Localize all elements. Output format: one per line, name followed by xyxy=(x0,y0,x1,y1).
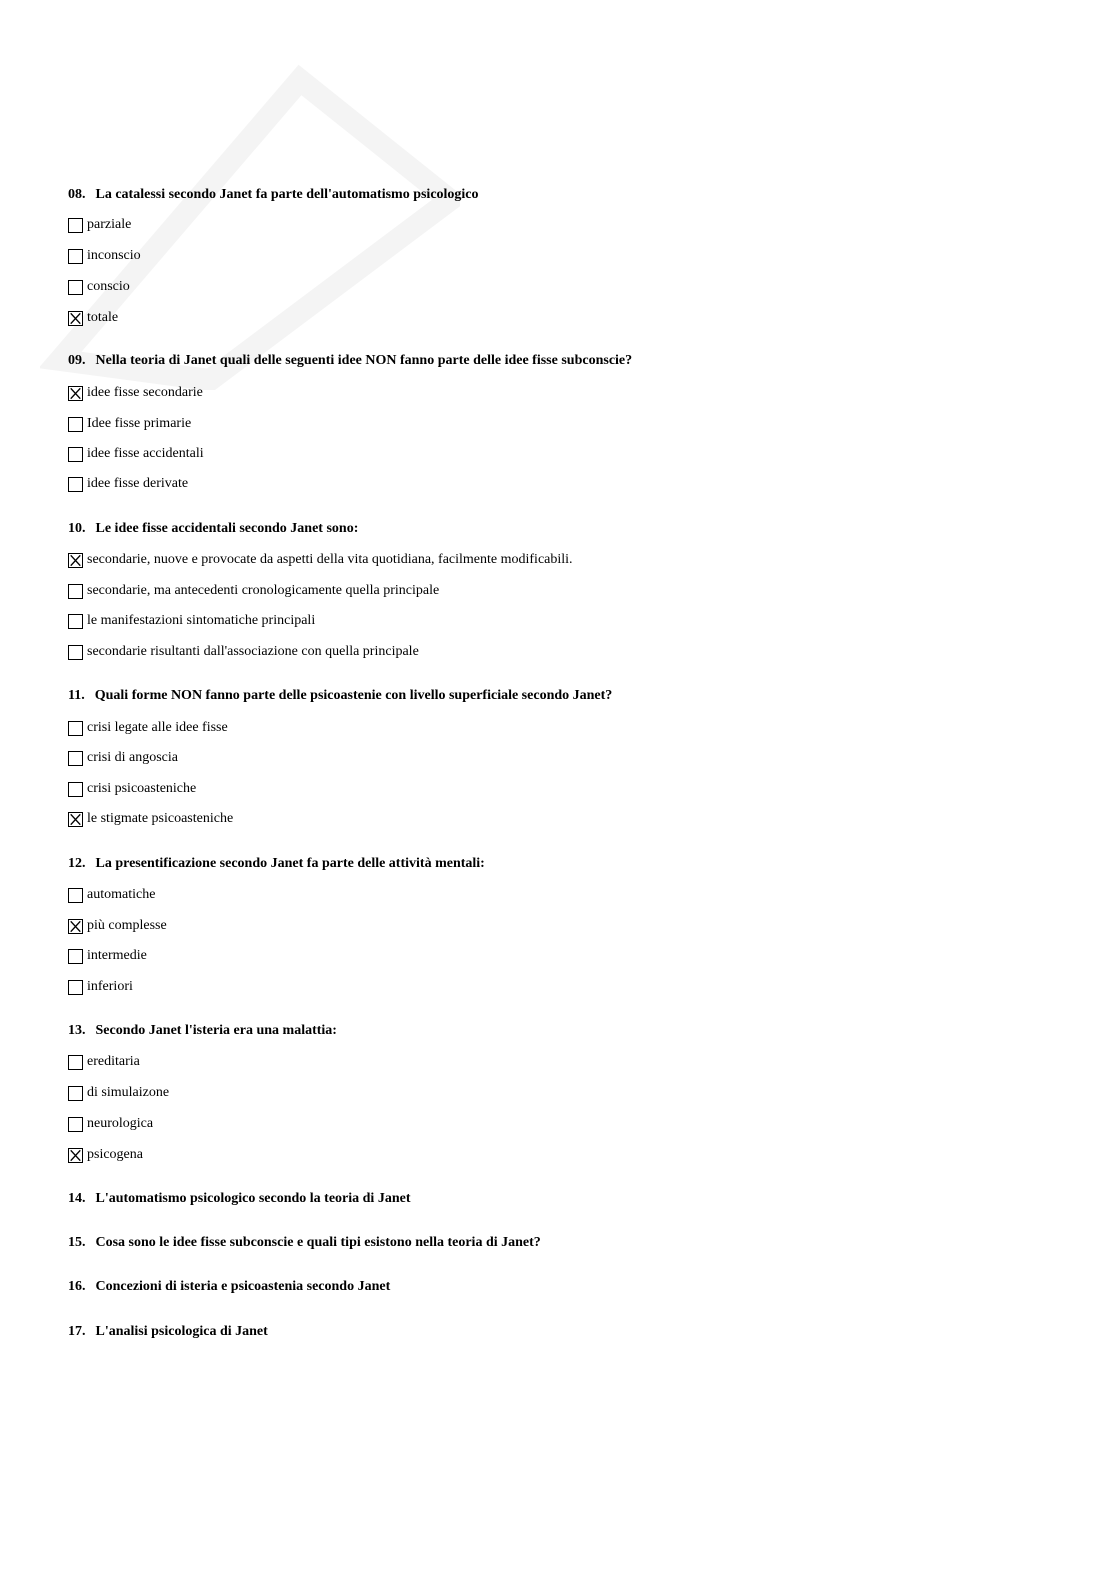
question-number: 08. xyxy=(68,187,86,202)
checkbox[interactable] xyxy=(68,888,83,903)
checkbox[interactable] xyxy=(68,949,83,964)
answer-option[interactable] xyxy=(68,475,188,493)
option-label: inferiori xyxy=(87,979,133,994)
question-text: Cosa sono le idee fisse subconscie e quali tipi esistono nella teoria di Janet? xyxy=(95,1235,541,1250)
question-number: 11. xyxy=(68,688,85,703)
checkbox[interactable] xyxy=(68,417,83,432)
question-title xyxy=(68,688,612,704)
question-title xyxy=(68,1279,390,1295)
question-number: 10. xyxy=(68,521,86,536)
question-text: La presentificazione secondo Janet fa parte delle attività mentali: xyxy=(95,856,485,871)
answer-option[interactable] xyxy=(68,582,439,600)
question-text: Le idee fisse accidentali secondo Janet sono: xyxy=(95,521,359,536)
answer-option[interactable] xyxy=(68,749,178,767)
x-mark-icon xyxy=(69,920,82,933)
question-number: 09. xyxy=(68,353,86,368)
option-label: crisi di angoscia xyxy=(87,750,178,765)
question-number: 15. xyxy=(68,1235,86,1250)
question-title xyxy=(68,521,358,537)
option-label: le manifestazioni sintomatiche principali xyxy=(87,613,316,628)
checked-checkbox[interactable] xyxy=(68,386,83,401)
checked-checkbox[interactable] xyxy=(68,919,83,934)
question-text: Quali forme NON fanno parte delle psicoastenie con livello superficiale secondo Janet? xyxy=(94,688,613,703)
question-title xyxy=(68,1191,411,1207)
answer-option[interactable] xyxy=(68,780,196,798)
question-title xyxy=(68,353,632,369)
question-title xyxy=(68,1324,268,1340)
option-label: intermedie xyxy=(87,948,147,963)
option-label: conscio xyxy=(87,279,130,294)
x-mark-icon xyxy=(69,312,82,325)
option-label: psicogena xyxy=(87,1147,143,1162)
question-number: 16. xyxy=(68,1279,86,1294)
option-label: idee fisse derivate xyxy=(87,476,189,491)
question-text: Secondo Janet l'isteria era una malattia: xyxy=(95,1023,337,1038)
answer-option[interactable] xyxy=(68,384,203,402)
option-label: neurologica xyxy=(87,1116,154,1131)
question-text: Concezioni di isteria e psicoastenia secondo Janet xyxy=(95,1279,391,1294)
checkbox[interactable] xyxy=(68,280,83,295)
question-number: 13. xyxy=(68,1023,86,1038)
checkbox[interactable] xyxy=(68,584,83,599)
option-label: secondarie risultanti dall'associazione con quella principale xyxy=(87,644,419,659)
answer-option[interactable] xyxy=(68,719,228,737)
answer-option[interactable] xyxy=(68,612,315,630)
question-number: 14. xyxy=(68,1191,86,1206)
checkbox[interactable] xyxy=(68,1055,83,1070)
answer-option[interactable] xyxy=(68,886,155,904)
answer-option[interactable] xyxy=(68,1115,153,1133)
question-title xyxy=(68,1235,541,1251)
checkbox[interactable] xyxy=(68,447,83,462)
option-label: automatiche xyxy=(87,887,156,902)
option-label: idee fisse secondarie xyxy=(87,385,203,400)
question-title xyxy=(68,187,479,203)
checkbox[interactable] xyxy=(68,218,83,233)
checked-checkbox[interactable] xyxy=(68,812,83,827)
option-label: le stigmate psicoasteniche xyxy=(87,811,234,826)
answer-option[interactable] xyxy=(68,643,419,661)
answer-option[interactable] xyxy=(68,216,131,234)
answer-option[interactable] xyxy=(68,551,573,569)
option-label: totale xyxy=(87,310,119,325)
option-label: più complesse xyxy=(87,918,167,933)
x-mark-icon xyxy=(69,1149,82,1162)
checkbox[interactable] xyxy=(68,249,83,264)
option-label: parziale xyxy=(87,217,132,232)
question-text: Nella teoria di Janet quali delle seguenti idee NON fanno parte delle idee fisse subconscie? xyxy=(95,353,633,368)
checkbox[interactable] xyxy=(68,751,83,766)
x-mark-icon xyxy=(69,554,82,567)
option-label: secondarie, nuove e provocate da aspetti della vita quotidiana, facilmente modificabili. xyxy=(87,552,573,567)
checkbox[interactable] xyxy=(68,477,83,492)
answer-option[interactable] xyxy=(68,1053,140,1071)
question-number: 12. xyxy=(68,856,86,871)
checkbox[interactable] xyxy=(68,782,83,797)
question-title xyxy=(68,1023,337,1039)
question-text: L'analisi psicologica di Janet xyxy=(95,1324,268,1339)
answer-option[interactable] xyxy=(68,415,191,433)
question-text: L'automatismo psicologico secondo la teoria di Janet xyxy=(95,1191,411,1206)
answer-option[interactable] xyxy=(68,445,204,463)
answer-option[interactable] xyxy=(68,247,141,265)
answer-option[interactable] xyxy=(68,917,167,935)
option-label: crisi psicoasteniche xyxy=(87,781,197,796)
question-title xyxy=(68,856,485,872)
answer-option[interactable] xyxy=(68,810,233,828)
checkbox[interactable] xyxy=(68,1086,83,1101)
checkbox[interactable] xyxy=(68,721,83,736)
checkbox[interactable] xyxy=(68,1117,83,1132)
option-label: di simulaizone xyxy=(87,1085,170,1100)
option-label: crisi legate alle idee fisse xyxy=(87,720,228,735)
x-mark-icon xyxy=(69,813,82,826)
answer-option[interactable] xyxy=(68,978,133,996)
checkbox[interactable] xyxy=(68,614,83,629)
option-label: idee fisse accidentali xyxy=(87,446,204,461)
question-number: 17. xyxy=(68,1324,86,1339)
checked-checkbox[interactable] xyxy=(68,1148,83,1163)
answer-option[interactable] xyxy=(68,947,147,965)
answer-option[interactable] xyxy=(68,1146,143,1164)
option-label: inconscio xyxy=(87,248,141,263)
answer-option[interactable] xyxy=(68,1084,169,1102)
answer-option[interactable] xyxy=(68,309,118,327)
option-label: secondarie, ma antecedenti cronologicamente quella principale xyxy=(87,583,440,598)
checked-checkbox[interactable] xyxy=(68,553,83,568)
checked-checkbox[interactable] xyxy=(68,311,83,326)
checkbox[interactable] xyxy=(68,980,83,995)
x-mark-icon xyxy=(69,387,82,400)
answer-option[interactable] xyxy=(68,278,130,296)
checkbox[interactable] xyxy=(68,645,83,660)
option-label: Idee fisse primarie xyxy=(87,416,192,431)
question-text: La catalessi secondo Janet fa parte dell'automatismo psicologico xyxy=(95,187,479,202)
option-label: ereditaria xyxy=(87,1054,140,1069)
